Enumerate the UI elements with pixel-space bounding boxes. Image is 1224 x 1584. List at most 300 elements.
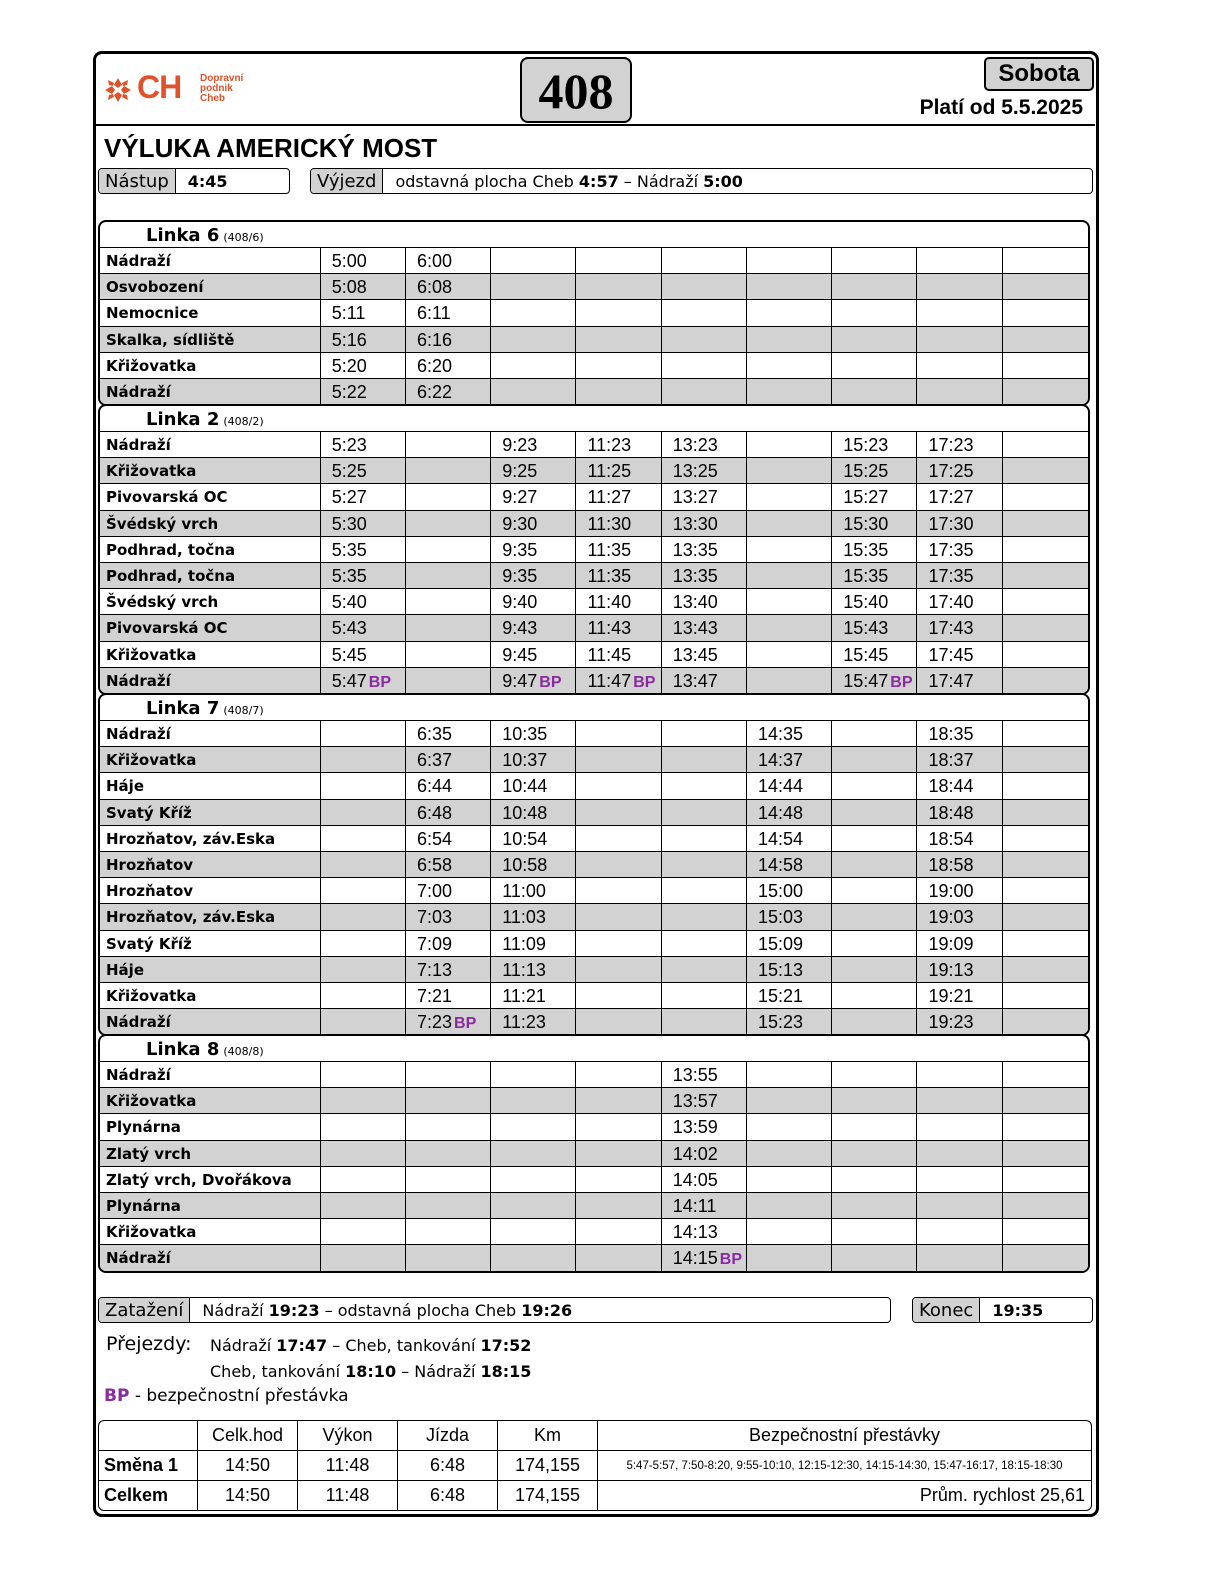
- time-cell: 19:00: [917, 878, 1002, 903]
- time-cell: [832, 1219, 917, 1244]
- time-cell: [662, 353, 747, 378]
- time-cell: 11:35: [576, 537, 661, 562]
- time-cell: [662, 931, 747, 956]
- prejezdy-label: Přejezdy:: [106, 1333, 192, 1355]
- time-cell: [1003, 1219, 1088, 1244]
- time-cell: 7:21: [406, 983, 491, 1008]
- stop-name: Nádraží: [100, 248, 321, 273]
- time-cell: [1003, 1167, 1088, 1192]
- time-cell: [832, 747, 917, 772]
- time-cell: [1003, 300, 1088, 325]
- time-cell: [1003, 589, 1088, 614]
- stats-row-celkem: Celkem 14:50 11:48 6:48 174,155 Prům. rychlost 25,61: [99, 1481, 1091, 1510]
- time-cell: [576, 1062, 661, 1087]
- time-cell: [491, 1245, 576, 1270]
- time-cell: [321, 1062, 406, 1087]
- time-cell: [406, 1141, 491, 1166]
- bp-badge: BP: [633, 673, 656, 691]
- time-cell: [491, 248, 576, 273]
- time-cell: 14:58: [747, 852, 832, 877]
- time-cell: [662, 327, 747, 352]
- time-cell: [576, 1193, 661, 1218]
- time-cell: [662, 747, 747, 772]
- stop-name: Křižovatka: [100, 458, 321, 483]
- day-badge: Sobota: [984, 57, 1094, 91]
- time-cell: 14:35: [747, 721, 832, 746]
- time-cell: [1003, 957, 1088, 982]
- time-cell: 15:27: [832, 484, 917, 509]
- time-cell: [321, 1009, 406, 1034]
- time-cell: 9:43: [491, 615, 576, 640]
- time-cell: [1003, 1009, 1088, 1034]
- stop-name: Křižovatka: [100, 353, 321, 378]
- stop-name: Nádraží: [100, 1062, 321, 1087]
- time-cell: 5:22: [321, 379, 406, 404]
- time-cell: 15:35: [832, 563, 917, 588]
- time-cell: 17:40: [917, 589, 1002, 614]
- time-cell: [576, 852, 661, 877]
- time-cell: [576, 878, 661, 903]
- stop-name: Křižovatka: [100, 1088, 321, 1113]
- valid-from: Platí od 5.5.2025: [919, 96, 1083, 119]
- time-cell: [662, 379, 747, 404]
- time-cell: 19:03: [917, 904, 1002, 929]
- time-cell: [406, 615, 491, 640]
- time-cell: 5:27: [321, 484, 406, 509]
- section-title: Linka 8 (408/8): [146, 1039, 264, 1060]
- time-cell: 11:09: [491, 931, 576, 956]
- stop-name: Skalka, sídliště: [100, 327, 321, 352]
- time-cell: [747, 1062, 832, 1087]
- table-row: [100, 1166, 1088, 1192]
- zatazeni-field: Zatažení Nádraží 19:23 – odstavná plocha Cheb 19:26: [98, 1297, 891, 1323]
- time-cell: [491, 1141, 576, 1166]
- time-cell: [576, 904, 661, 929]
- stop-name: Zlatý vrch: [100, 1141, 321, 1166]
- time-cell: [662, 826, 747, 851]
- stop-name: Podhrad, točna: [100, 563, 321, 588]
- time-cell: [832, 800, 917, 825]
- time-cell: 17:27: [917, 484, 1002, 509]
- time-cell: [321, 1114, 406, 1139]
- time-cell: 15:30: [832, 511, 917, 536]
- time-cell: [832, 1193, 917, 1218]
- time-cell: [1003, 432, 1088, 457]
- time-cell: [406, 458, 491, 483]
- time-cell: [1003, 1062, 1088, 1087]
- time-cell: [576, 248, 661, 273]
- time-cell: [576, 274, 661, 299]
- time-cell: 17:30: [917, 511, 1002, 536]
- table-row: [100, 378, 1088, 404]
- time-cell: [747, 458, 832, 483]
- stop-name: Křižovatka: [100, 1219, 321, 1244]
- time-cell: 15:21: [747, 983, 832, 1008]
- time-cell: [747, 1219, 832, 1244]
- time-cell: 5:30: [321, 511, 406, 536]
- time-cell: [832, 248, 917, 273]
- time-cell: [406, 1193, 491, 1218]
- time-cell: 18:54: [917, 826, 1002, 851]
- time-cell: 11:27: [576, 484, 661, 509]
- time-cell: [576, 1245, 661, 1270]
- time-cell: 5:11: [321, 300, 406, 325]
- table-row: [100, 799, 1088, 825]
- time-cell: [917, 1167, 1002, 1192]
- time-cell: [321, 983, 406, 1008]
- table-row: [100, 1244, 1088, 1270]
- time-cell: 10:48: [491, 800, 576, 825]
- time-cell: 5:16: [321, 327, 406, 352]
- table-row: [100, 273, 1088, 299]
- time-cell: [321, 1193, 406, 1218]
- time-cell: [662, 957, 747, 982]
- stop-name: Osvobození: [100, 274, 321, 299]
- time-cell: 9:25: [491, 458, 576, 483]
- time-cell: [1003, 904, 1088, 929]
- time-cell: [1003, 642, 1088, 667]
- time-cell: 19:21: [917, 983, 1002, 1008]
- time-cell: [1003, 668, 1088, 693]
- time-cell: [321, 931, 406, 956]
- time-cell: [321, 1167, 406, 1192]
- time-cell: [406, 511, 491, 536]
- time-cell: 5:45: [321, 642, 406, 667]
- time-cell: [832, 773, 917, 798]
- time-cell: [576, 931, 661, 956]
- stop-name: Švédský vrch: [100, 589, 321, 614]
- time-cell: 10:58: [491, 852, 576, 877]
- bp-badge: BP: [454, 1015, 477, 1033]
- time-cell: [662, 800, 747, 825]
- time-cell: [576, 747, 661, 772]
- time-cell: [747, 563, 832, 588]
- time-cell: [832, 721, 917, 746]
- time-cell: 17:25: [917, 458, 1002, 483]
- table-row: [100, 641, 1088, 667]
- time-cell: [662, 904, 747, 929]
- time-cell: 18:58: [917, 852, 1002, 877]
- time-cell: [321, 721, 406, 746]
- time-cell: 15:43: [832, 615, 917, 640]
- table-row: [100, 483, 1088, 509]
- time-cell: [832, 1114, 917, 1139]
- table-row: [100, 1061, 1088, 1087]
- section-linka: [98, 404, 1090, 695]
- stop-name: Křižovatka: [100, 747, 321, 772]
- time-cell: [747, 511, 832, 536]
- stop-name: Hrozňatov, záv.Eska: [100, 826, 321, 851]
- time-cell: 13:43: [662, 615, 747, 640]
- time-cell: 11:25: [576, 458, 661, 483]
- time-cell: [747, 1193, 832, 1218]
- time-cell: [917, 1141, 1002, 1166]
- stop-name: Plynárna: [100, 1193, 321, 1218]
- prejezd-line-1: Nádraží 17:47 – Cheb, tankování 17:52: [210, 1336, 532, 1355]
- stats-table: [98, 1420, 1092, 1511]
- time-cell: [576, 957, 661, 982]
- time-cell: 13:57: [662, 1088, 747, 1113]
- time-cell: [747, 353, 832, 378]
- table-row: [100, 326, 1088, 352]
- table-row: [100, 982, 1088, 1008]
- time-cell: [917, 274, 1002, 299]
- time-cell: [747, 589, 832, 614]
- time-cell: 10:54: [491, 826, 576, 851]
- time-cell: [491, 1114, 576, 1139]
- time-cell: 19:23: [917, 1009, 1002, 1034]
- time-cell: [576, 1167, 661, 1192]
- time-cell: [321, 773, 406, 798]
- stop-name: Nádraží: [100, 721, 321, 746]
- time-cell: 13:45: [662, 642, 747, 667]
- table-row: [100, 1218, 1088, 1244]
- table-row: [100, 614, 1088, 640]
- time-cell: [321, 957, 406, 982]
- time-cell: [747, 327, 832, 352]
- time-cell: 9:40: [491, 589, 576, 614]
- table-row: [100, 746, 1088, 772]
- time-cell: 15:00: [747, 878, 832, 903]
- time-cell: 6:37: [406, 747, 491, 772]
- time-cell: 15:25: [832, 458, 917, 483]
- section-title: Linka 2 (408/2): [146, 409, 264, 430]
- time-cell: 13:59: [662, 1114, 747, 1139]
- bp-badge: BP: [719, 1251, 743, 1269]
- time-cell: 14:48: [747, 800, 832, 825]
- time-cell: [491, 327, 576, 352]
- time-cell: [662, 274, 747, 299]
- time-cell: 15:45: [832, 642, 917, 667]
- time-cell: [576, 327, 661, 352]
- time-cell: 6:16: [406, 327, 491, 352]
- time-cell: [576, 800, 661, 825]
- time-cell: 7:03: [406, 904, 491, 929]
- time-cell: 15:23: [747, 1009, 832, 1034]
- table-row: [100, 1113, 1088, 1139]
- time-cell: [747, 432, 832, 457]
- time-cell: [321, 1219, 406, 1244]
- time-cell: 17:23: [917, 432, 1002, 457]
- time-cell: [491, 300, 576, 325]
- time-cell: 7:00: [406, 878, 491, 903]
- time-cell: [662, 983, 747, 1008]
- stop-name: Zlatý vrch, Dvořákova: [100, 1167, 321, 1192]
- time-cell: [1003, 1245, 1088, 1270]
- time-cell: [576, 773, 661, 798]
- time-cell: 9:30: [491, 511, 576, 536]
- time-cell: 5:40: [321, 589, 406, 614]
- table-row: [100, 457, 1088, 483]
- time-cell: [321, 878, 406, 903]
- stop-name: Křižovatka: [100, 642, 321, 667]
- time-cell: 6:08: [406, 274, 491, 299]
- time-cell: 11:21: [491, 983, 576, 1008]
- time-cell: [662, 773, 747, 798]
- time-cell: 6:58: [406, 852, 491, 877]
- time-cell: 10:35: [491, 721, 576, 746]
- time-cell: [832, 957, 917, 982]
- time-cell: [491, 1167, 576, 1192]
- stop-name: Pivovarská OC: [100, 484, 321, 509]
- time-cell: [1003, 353, 1088, 378]
- time-cell: 18:35: [917, 721, 1002, 746]
- time-cell: [491, 1193, 576, 1218]
- time-cell: 9:35: [491, 563, 576, 588]
- time-cell: 11:35: [576, 563, 661, 588]
- time-cell: [1003, 1141, 1088, 1166]
- time-cell: [491, 1062, 576, 1087]
- stop-name: Křižovatka: [100, 983, 321, 1008]
- time-cell: 18:37: [917, 747, 1002, 772]
- stop-name: Háje: [100, 957, 321, 982]
- stop-name: Hrozňatov: [100, 878, 321, 903]
- table-row: [100, 247, 1088, 273]
- logo-mark-text: CH: [137, 69, 182, 105]
- time-cell: 14:44: [747, 773, 832, 798]
- time-cell: [1003, 747, 1088, 772]
- time-cell: 18:44: [917, 773, 1002, 798]
- time-cell: [406, 537, 491, 562]
- table-row: [100, 825, 1088, 851]
- time-cell: 13:40: [662, 589, 747, 614]
- table-row: [100, 1008, 1088, 1034]
- time-cell: [747, 1167, 832, 1192]
- time-cell: [917, 1193, 1002, 1218]
- time-cell: [1003, 721, 1088, 746]
- time-cell: [1003, 852, 1088, 877]
- time-cell: [491, 1088, 576, 1113]
- table-row: [100, 851, 1088, 877]
- stop-name: Nemocnice: [100, 300, 321, 325]
- company-logo: [103, 71, 263, 111]
- time-cell: [406, 484, 491, 509]
- time-cell: 13:30: [662, 511, 747, 536]
- table-row: [100, 930, 1088, 956]
- time-cell: [832, 353, 917, 378]
- table-row: [100, 903, 1088, 929]
- time-cell: 14:05: [662, 1167, 747, 1192]
- time-cell: [1003, 511, 1088, 536]
- time-cell: 5:35: [321, 537, 406, 562]
- time-cell: 6:11: [406, 300, 491, 325]
- time-cell: [1003, 773, 1088, 798]
- time-cell: 9:23: [491, 432, 576, 457]
- time-cell: 13:35: [662, 537, 747, 562]
- table-row: [100, 299, 1088, 325]
- table-row: [100, 956, 1088, 982]
- stop-name: Pivovarská OC: [100, 615, 321, 640]
- stats-header-row: Celk.hod Výkon Jízda Km Bezpečnostní přestávky: [99, 1421, 1091, 1451]
- stop-name: Švédský vrch: [100, 511, 321, 536]
- time-cell: [747, 1114, 832, 1139]
- stop-name: Svatý Kříž: [100, 800, 321, 825]
- time-cell: 11:03: [491, 904, 576, 929]
- time-cell: [832, 300, 917, 325]
- time-cell: 17:35: [917, 563, 1002, 588]
- time-cell: [1003, 563, 1088, 588]
- time-cell: [321, 852, 406, 877]
- time-cell: 17:43: [917, 615, 1002, 640]
- time-cell: [917, 1062, 1002, 1087]
- bp-badge: BP: [539, 673, 562, 691]
- time-cell: 7:09: [406, 931, 491, 956]
- time-cell: 5:43: [321, 615, 406, 640]
- time-cell: [576, 826, 661, 851]
- stop-name: Nádraží: [100, 379, 321, 404]
- time-cell: 17:35: [917, 537, 1002, 562]
- stats-row-smena: Směna 1 14:50 11:48 6:48 174,155 5:47-5:57, 7:50-8:20, 9:55-10:10, 12:15-12:30, 14:15-14:30, 15:47-16:17, 18:15-18:30: [99, 1451, 1091, 1481]
- time-cell: [832, 327, 917, 352]
- time-cell: [917, 379, 1002, 404]
- time-cell: [832, 878, 917, 903]
- table-row: [100, 536, 1088, 562]
- time-cell: 6:00: [406, 248, 491, 273]
- time-cell: 5:47 BP: [321, 668, 406, 693]
- table-row: [100, 562, 1088, 588]
- time-cell: [747, 615, 832, 640]
- time-cell: [1003, 826, 1088, 851]
- time-cell: [832, 1009, 917, 1034]
- time-cell: [491, 274, 576, 299]
- time-cell: [1003, 458, 1088, 483]
- header-divider: [95, 124, 1095, 126]
- table-row: [100, 1140, 1088, 1166]
- time-cell: 9:27: [491, 484, 576, 509]
- time-cell: [576, 353, 661, 378]
- time-cell: [917, 327, 1002, 352]
- time-cell: [662, 721, 747, 746]
- table-row: [100, 877, 1088, 903]
- stop-name: Nádraží: [100, 1245, 321, 1270]
- time-cell: 17:45: [917, 642, 1002, 667]
- time-cell: 15:23: [832, 432, 917, 457]
- time-cell: 19:09: [917, 931, 1002, 956]
- stop-name: Hrozňatov, záv.Eska: [100, 904, 321, 929]
- time-cell: [747, 1141, 832, 1166]
- time-cell: 14:54: [747, 826, 832, 851]
- time-cell: [747, 248, 832, 273]
- time-cell: 5:25: [321, 458, 406, 483]
- stop-name: Plynárna: [100, 1114, 321, 1139]
- time-cell: 5:23: [321, 432, 406, 457]
- time-cell: [1003, 327, 1088, 352]
- time-cell: [406, 563, 491, 588]
- time-cell: [832, 379, 917, 404]
- time-cell: 5:08: [321, 274, 406, 299]
- konec-field: Konec 19:35: [912, 1297, 1093, 1323]
- time-cell: [321, 800, 406, 825]
- time-cell: 15:40: [832, 589, 917, 614]
- time-cell: [662, 852, 747, 877]
- time-cell: [662, 878, 747, 903]
- time-cell: [321, 1141, 406, 1166]
- stop-name: Svatý Kříž: [100, 931, 321, 956]
- bp-badge: BP: [368, 673, 392, 691]
- time-cell: 13:23: [662, 432, 747, 457]
- time-cell: [832, 826, 917, 851]
- time-cell: 6:54: [406, 826, 491, 851]
- stop-name: Nádraží: [100, 432, 321, 457]
- stop-name: Nádraží: [100, 668, 321, 693]
- time-cell: 14:02: [662, 1141, 747, 1166]
- table-row: [100, 667, 1088, 693]
- time-cell: [832, 904, 917, 929]
- time-cell: 5:20: [321, 353, 406, 378]
- time-cell: 6:44: [406, 773, 491, 798]
- time-cell: [747, 1245, 832, 1270]
- time-cell: [832, 1062, 917, 1087]
